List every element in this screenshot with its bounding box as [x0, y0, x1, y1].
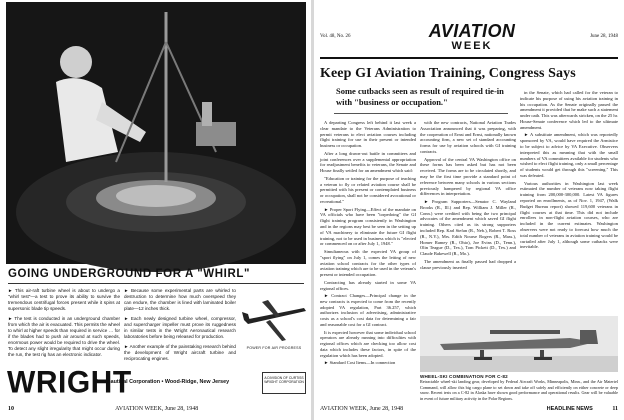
- story-title: Keep GI Aviation Training, Congress Says: [320, 66, 576, 81]
- masthead-rule: [320, 57, 618, 59]
- photo-caption-title: WHEEL-SKI COMBINATION FOR C-82: [420, 374, 508, 379]
- section-label: HEADLINE NEWS: [546, 406, 593, 412]
- article-paragraph: The amendment as finally passed had dropped a clause previously inserted: [420, 258, 516, 270]
- article-column-2: [420, 120, 516, 270]
- article-paragraph: A departing Congress left behind it last week a clear mandate to the Veterans Administration to permit veterans to elect aviation courses including flight training for use in their present or intended business or occupation.: [320, 120, 416, 149]
- wright-company-line: Aeronautical Corporation • Wood-Ridge, New Jersey: [95, 379, 230, 385]
- photo-caption-text: Retractable wheel-ski landing gear, developed by Federal Aircraft Works, Minneapolis, Minn., and the Air Materiel Command, will allow this big cargo plane to set down and take off safely and efficiently on either concrete or deep snow. Recent tests on a C-82 in Alaska have shown good performance and operational results. Gear will be valuable in event of future military activity in the Polar Regions.: [420, 379, 618, 401]
- article-paragraph: Approval of the central VA Washington office on these forms has been asked but has not been received. The forms are to be circulated shortly, and may be the first time provide a standard point of reference between many schools in various sections previously hampered by regional VA office differences in interpretation.: [420, 156, 516, 197]
- left-footer-text: AVIATION WEEK, June 28, 1948: [115, 406, 199, 412]
- article-column-3: [520, 90, 618, 310]
- article-paragraph: Contracting has already started in some VA regional offices.: [320, 279, 416, 291]
- article-paragraph: Simultaneous with the expected VA group of "sport flying" on July 1, comes the letting of new aviation school contracts for the other types of aviation training which are to be used in the veteran's present or intended occupation.: [320, 248, 416, 278]
- bomber-illustration: [240, 290, 308, 344]
- ad-paragraph: ► This air-raft turbine wheel is about to undergo a "whirl test"—a test to prove its ability to survive the tremendous centrifugal forces present while it spins at supersonic blade tip speeds.: [8, 288, 120, 311]
- article-paragraph: Various authorities in Washington last week estimated the number of veterans now taking flight training from 200,000-300,000. Latest VA figures reported on enrollments, as of Nov. 1, 1947, (Walk Budget Bureau report) showed 119,600 veterans in flight courses at that time. This did not include enrollees in non-flight aviation courses, who are included in the current estimates. Washington observers were not ready to forecast how much the total number of veterans in aviation training would be curtailed after July 1, although some cutbacks were inevitable.: [520, 180, 618, 250]
- article-paragraph: in the Senate, which had called for the veteran to indicate his purpose of using his aviation training in his occupation. As the Senate originally passed the amendment it provided that he make such a statement under oath. This was afterwards stricken, on the 25 hr. House-Senate conference which led to the ultimate amendment.: [520, 90, 618, 130]
- article-paragraph: "Education or training for the purpose of teaching a veteran to fly or related aviation course shall be permitted with his present or contemplated business or occupation, shall not be considered avocational or recreational.": [320, 175, 416, 204]
- wright-logo: WRIGHT: [7, 365, 132, 400]
- deck-rule: [334, 113, 508, 114]
- article-paragraph: ► Proper Sport Flying—Effect of the mandate on VA officials who have been "torpedoing" the GI flight training program consistently in Washington and in the regions may best be seen in the setting up of VA machinery to eliminate the future GI flight training, not to be used in business which is "elected or commenced on or after July 1, 1948.": [320, 206, 416, 247]
- article-paragraph: ► Program Supporters—Senator C. Wayland Brooks (R., Ill.) and Rep. William J. Miller (R., Conn.) were credited with being the two principal advocates of the amendment which saved GI flight training. Others cited as its strong supporters included Rep. Karl Stefan (R., Neb.), Robert T. Ross (R., N.Y.), Mrs. Edith Nourse Rogers (R., Mass.), Homer Ramey (R., Ohio), Joe Evins (D., Tenn.), Olin Teague (D., Tex.), Tom Pickett (D., Tex.) and Claude Bakewell (R., Mo.).: [420, 198, 516, 257]
- turbine-test-photo: [6, 2, 306, 264]
- masthead-week: WEEK: [451, 40, 493, 52]
- photo-caption: [420, 374, 618, 401]
- ad-paragraph: ► The test is conducted in an underground chamber from which the air is evacuated. This permits the wheel to whirl at higher speeds than required in service … for if the blades had to push air around at such speeds, enormous power would be required to drive the wheel. To detect any slight irregularity that might occur during the run, the test rig has an electronic indicator.: [8, 316, 120, 357]
- right-page-article: [314, 0, 624, 420]
- ad-column-1: [8, 288, 120, 362]
- ad-headline: GOING UNDERGROUND FOR A "WHIRL": [8, 268, 251, 280]
- bomber-caption: POWER FOR AIR PROGRESS: [246, 346, 302, 350]
- ad-paragraph: ► Each newly designed turbine wheel, compressor, and supercharger impeller must prove its ruggedness in similar tests in the Wright Aeronautical research laboratories before being released for production.: [124, 316, 236, 339]
- volume-line: Vol. 48, No. 26: [320, 34, 351, 39]
- article-paragraph: ► A substitute amendment, which was reportedly sponsored by VA, would have required the Armistice to be subject to advice by VA Executive. Observers interpreted this as meaning that with the small numbers of VA committees available for students who wished to elect flight training, only a small percentage of students would get through this "screening." This was defeated.: [520, 132, 618, 178]
- article-paragraph: ► Standard Cost Items—In connection: [324, 360, 396, 366]
- left-page-number: 10: [8, 406, 14, 412]
- turbine-test-illustration: [6, 2, 306, 264]
- right-page-number: 11: [612, 406, 618, 412]
- c82-plane-photo: [420, 316, 618, 372]
- article-paragraph: After a long drawn-out battle in committees and joint conferences over a supplemental appropriation for readjustment benefits to veterans, the Senate and House finally settled for an amendment which said:: [320, 150, 416, 174]
- ad-paragraph: ► Because some experimental parts are whirled to destruction to determine how much overspeed they can endure, the chamber is lined with laminated boiler plate—12 inches thick.: [124, 288, 236, 311]
- masthead: [422, 22, 522, 52]
- article-paragraph: It is expected however that some individual school operators are already running into difficulties with regional offices which are checking too allow cost data which includes these factors, in spite of the regulation which has been adopted.: [320, 329, 416, 358]
- story-deck: Some cutbacks seen as result of required tie-in with "business or occupation.": [336, 86, 504, 107]
- issue-date: June 28, 1948: [590, 34, 618, 39]
- article-column-1: [320, 120, 416, 396]
- ad-paragraph: ► Another example of the painstaking research behind the development of Wright aircraft turbine and reciprocating engines.: [124, 344, 236, 361]
- ad-column-2: [124, 288, 236, 366]
- right-folio: [547, 406, 618, 412]
- curtiss-wright-badge: A DIVISION OF CURTISS WRIGHT CORPORATION: [262, 372, 306, 394]
- masthead-aviation: AVIATION: [428, 21, 516, 41]
- ad-divider: [8, 283, 304, 284]
- article-paragraph: with the new contracts, National Aviation Trades Association announced that it was preparing, with the cooperation of Ernst and Ernst, nationally known accounting firm, a new set of standard accounting forms for use by aviation schools with GI training contracts.: [420, 120, 516, 154]
- right-footer-date: AVIATION WEEK, June 28, 1948: [320, 406, 404, 412]
- article-paragraph: ► Contract Changes—Principal change in the new contracts is expected to come from the recently adopted VA regulation, Part 36.257, which authorizes inclusion of advertising, administrative costs as a school's cost data for determining a fair and reasonable cost for a GI contract.: [320, 293, 416, 328]
- left-folio: [8, 406, 198, 412]
